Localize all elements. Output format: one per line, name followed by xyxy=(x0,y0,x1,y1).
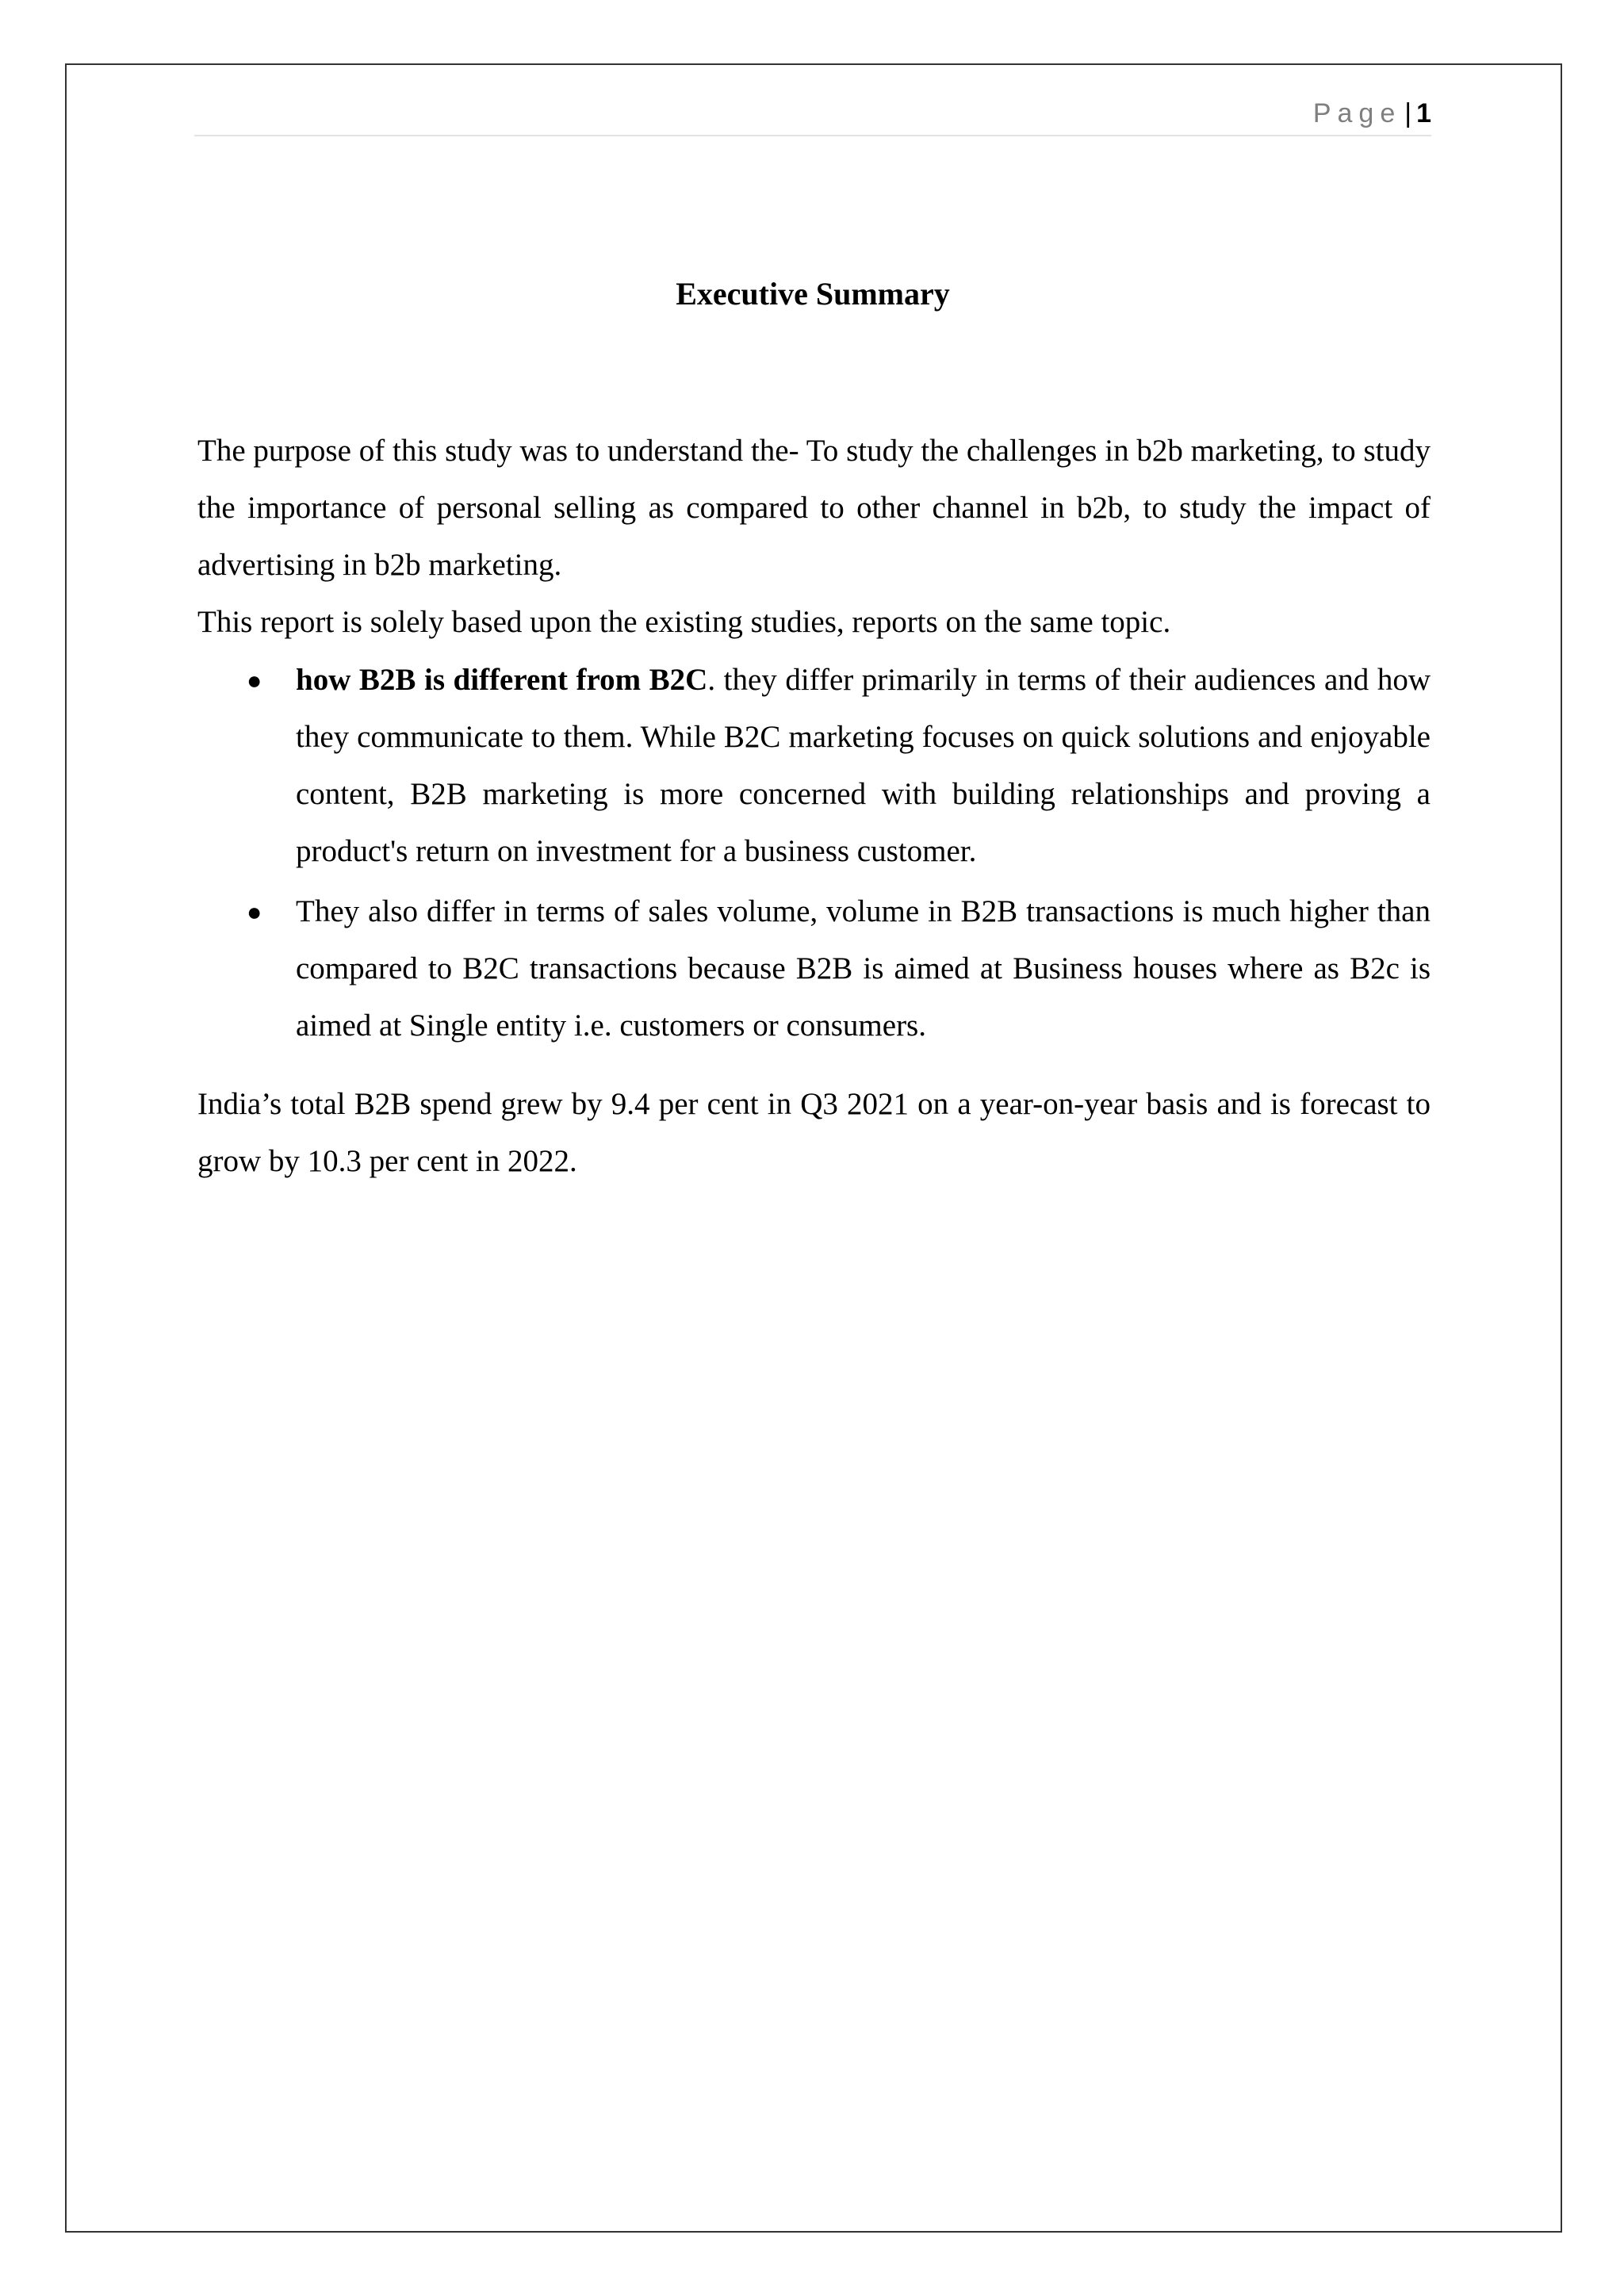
page-number: 1 xyxy=(1416,98,1431,128)
bullet-item xyxy=(197,883,1431,1054)
bullet-lead: how B2B is different from B2C xyxy=(296,663,708,697)
page-header xyxy=(194,95,1431,136)
page-word: Page xyxy=(1312,98,1402,128)
document-title: Executive Summary xyxy=(676,276,950,312)
bullet-icon: ● xyxy=(247,666,262,695)
intro-paragraph: The purpose of this study was to understand the- To study the challenges in b2b marketing, to study the importance of personal selling as compared to other channel in b2b, to study the impact of advertising in b2b marketing. xyxy=(197,434,1431,582)
bullet-text: They also differ in terms of sales volume, volume in B2B transactions is much higher than compared to B2C transactions because B2B is aimed at Business houses where as B2c is aimed at Single entity i.e. customers or consumers. xyxy=(296,894,1431,1043)
basis-paragraph: This report is solely based upon the existing studies, reports on the same topic. xyxy=(197,605,1171,639)
page-separator: | xyxy=(1404,98,1412,128)
closing-paragraph: India’s total B2B spend grew by 9.4 per cent in Q3 2021 on a year-on-year basis and is forecast to grow by 10.3 per cent in 2022. xyxy=(197,1087,1431,1178)
page-number-label xyxy=(1313,98,1431,129)
bullet-item xyxy=(197,652,1431,880)
bullet-list xyxy=(197,652,1431,1058)
bullet-icon: ● xyxy=(247,897,262,926)
bullet-text: . they differ primarily in terms of their audiences and how they communicate to them. While B2C marketing focuses on quick solutions and enjoyable content, B2B marketing is more concerned with building relationships and proving a product's return on investment for a business customer. xyxy=(296,663,1431,868)
